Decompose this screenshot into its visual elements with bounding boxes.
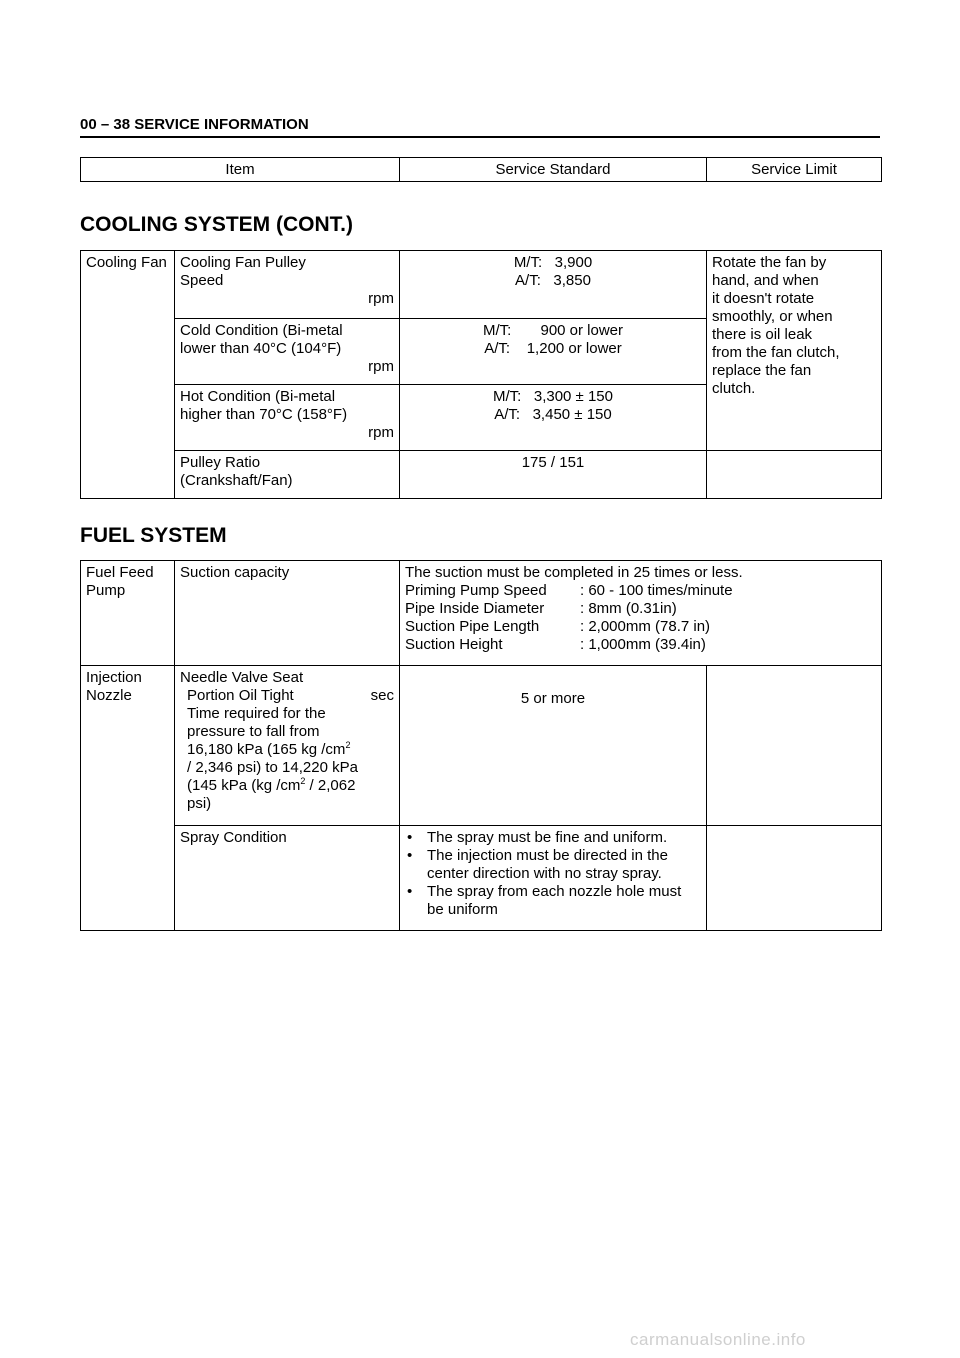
fuel-table (80, 560, 882, 931)
std-line: M/T: 3,300 ± 150 (493, 388, 613, 405)
item-text: / 2,062 (305, 777, 356, 794)
spec-value: : 2,000mm (78.7 in) (580, 618, 711, 635)
limit-line: smoothly, or when (712, 308, 833, 325)
standard-cell (400, 251, 707, 319)
standard-cell (400, 561, 882, 666)
unit-label: sec (370, 687, 394, 704)
item-cell (175, 666, 400, 826)
spec-row (405, 636, 876, 654)
bullet-text: The injection must be directed in the center direction with no stray spray. (427, 847, 668, 882)
std-intro: The suction must be completed in 25 times or less. (405, 564, 743, 581)
bullet-item (405, 829, 701, 847)
item-cell (175, 251, 400, 319)
watermark: carmanualsonline.info (630, 1330, 806, 1349)
item-text: Portion Oil Tight (187, 687, 294, 704)
standard-cell (400, 451, 707, 499)
component-cell: Cooling Fan (81, 251, 175, 499)
spec-label: Pipe Inside Diameter (405, 600, 545, 617)
item-line: Hot Condition (Bi-metal (180, 388, 336, 405)
item-line: Cooling Fan Pulley (180, 254, 306, 271)
spec-value: : 60 - 100 times/minute (580, 582, 733, 599)
superscript: 2 (345, 740, 351, 750)
limit-cell-empty (707, 666, 882, 826)
bullet-text: The spray must be fine and uniform. (427, 829, 668, 846)
spec-value: : 1,000mm (39.4in) (580, 636, 706, 653)
section-title-cooling: COOLING SYSTEM (CONT.) (80, 213, 353, 236)
page-header: 00 – 38 SERVICE INFORMATION (80, 116, 309, 133)
limit-line: Rotate the fan by (712, 254, 827, 271)
bullet-text: The spray from each nozzle hole must be uniform (427, 883, 682, 918)
unit-label: rpm (368, 424, 394, 441)
component-line: Fuel Feed (86, 564, 154, 581)
limit-cell-empty (707, 451, 882, 499)
limit-cell-empty (707, 826, 882, 931)
item-cell: Suction capacity (175, 561, 400, 666)
item-line: Speed (180, 272, 224, 289)
table-row (81, 561, 882, 666)
item-cell (175, 451, 400, 499)
limit-line: hand, and when (712, 272, 819, 289)
table-row (81, 251, 882, 319)
component-cell (81, 666, 175, 931)
item-line (180, 687, 394, 705)
column-header-table (80, 157, 882, 182)
limit-line: from the fan clutch, (712, 344, 840, 361)
col-item: Item (81, 158, 400, 182)
column-header-row (81, 158, 882, 182)
item-line: lower than 40°C (104°F) (180, 340, 342, 357)
component-line: Nozzle (86, 687, 132, 704)
std-line: A/T: 3,850 (515, 272, 591, 289)
bullet-item (405, 883, 701, 919)
section-title-fuel: FUEL SYSTEM (80, 524, 227, 547)
std-line: A/T: 3,450 ± 150 (494, 406, 612, 423)
component-cell (81, 561, 175, 666)
spec-row (405, 600, 876, 618)
limit-line: replace the fan (712, 362, 812, 379)
item-cell (175, 385, 400, 451)
std-line: M/T: 900 or lower (482, 322, 624, 339)
bullet-icon: • (407, 883, 413, 900)
std-line: M/T: 3,900 (513, 254, 593, 271)
std-line: A/T: 1,200 or lower (484, 340, 622, 357)
spec-row (405, 582, 876, 600)
item-line: Time required for the (187, 705, 326, 722)
standard-cell: 5 or more (400, 666, 707, 826)
std-line: 175 / 151 (521, 454, 585, 471)
spec-label: Suction Pipe Length (405, 618, 540, 635)
item-line: Pulley Ratio (180, 454, 261, 471)
unit-label: rpm (368, 358, 394, 375)
spec-row (405, 618, 876, 636)
standard-cell (400, 385, 707, 451)
limit-cell (707, 251, 882, 451)
component-line: Injection (86, 669, 142, 686)
item-cell: Spray Condition (175, 826, 400, 931)
item-line: pressure to fall from (187, 723, 320, 740)
limit-line: clutch. (712, 380, 756, 397)
item-line (180, 777, 394, 795)
bullet-icon: • (407, 847, 413, 864)
spec-label: Suction Height (405, 636, 503, 653)
item-line: / 2,346 psi) to 14,220 kPa (187, 759, 358, 776)
superscript: 2 (300, 776, 306, 786)
spec-value: : 8mm (0.31in) (580, 600, 677, 617)
item-line: higher than 70°C (158°F) (180, 406, 348, 423)
col-limit: Service Limit (707, 158, 882, 182)
standard-cell (400, 319, 707, 385)
bullet-icon: • (407, 829, 413, 846)
item-cell (175, 319, 400, 385)
spec-label: Priming Pump Speed (405, 582, 547, 599)
table-row (81, 826, 882, 931)
standard-cell (400, 826, 707, 931)
table-row (81, 666, 882, 826)
component-line: Pump (86, 582, 126, 599)
item-line: Needle Valve Seat (180, 669, 304, 686)
item-line: (Crankshaft/Fan) (180, 472, 293, 489)
table-row (81, 451, 882, 499)
unit-label: rpm (368, 290, 394, 307)
item-text: 16,180 kPa (165 kg /cm (187, 741, 346, 758)
bullet-item (405, 847, 701, 883)
col-standard: Service Standard (400, 158, 707, 182)
item-text: (145 kPa (kg /cm (187, 777, 301, 794)
item-line: psi) (187, 795, 212, 812)
item-line: Cold Condition (Bi-metal (180, 322, 343, 339)
limit-line: there is oil leak (712, 326, 813, 343)
item-line (180, 741, 394, 759)
cooling-table (80, 250, 882, 499)
limit-line: it doesn't rotate (712, 290, 815, 307)
header-rule (80, 136, 880, 138)
